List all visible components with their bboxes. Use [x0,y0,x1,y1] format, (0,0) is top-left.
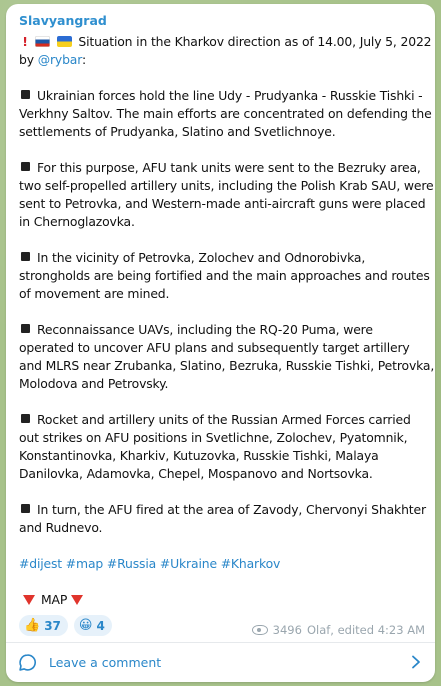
leave-comment-label: Leave a comment [49,655,162,670]
paragraph-6 [19,501,427,537]
post-text [19,33,435,609]
paragraph-line: in Chernoglazovka. [19,214,135,229]
paragraph-line: and Rudnevo. [19,520,103,535]
grinning-face-icon: 😀 [78,618,93,633]
chevron-right-icon [411,655,421,669]
paragraph-line: sent to Petrovka, and Western-made anti-aircraft guns were placed [19,196,426,211]
comment-bubble-icon [18,653,37,672]
ukraine-flag-icon [57,36,72,47]
paragraph-line: Danilovka, Adamovka, Chepel, Mospanovo and Nortsovka. [19,466,373,481]
thumbs-up-icon: 👍 [24,618,41,633]
reaction-count: 4 [96,618,105,633]
author-edited: Olaf, edited 4:23 AM [306,623,425,637]
paragraph-line: Verkhny Saltov. The main efforts are concentrated on defending the [19,106,432,121]
channel-name[interactable]: Slavyangrad [19,13,107,28]
paragraph-line: Ukrainian forces hold the line Udy - Prudyanka - Russkie Tishki - [37,88,423,103]
bullet-square-icon [21,90,30,99]
paragraph-4 [19,321,435,393]
paragraph-line: Rocket and artillery units of the Russian Armed Forces carried [37,412,411,427]
reaction-count: 37 [44,618,61,633]
view-count: 3496 [272,623,302,637]
post-meta [252,623,425,637]
channel-post-bubble [6,4,435,682]
paragraph-line: Reconnaissance UAVs, including the RQ-20 Puma, were [37,322,373,337]
map-line [19,591,427,609]
bullet-square-icon [21,162,30,171]
headline-text: Situation in the Kharkov direction as of 14.00, July 5, 2022 [78,34,432,49]
eye-icon [252,625,268,635]
reaction-grinning[interactable] [74,615,112,636]
reaction-thumbs-up[interactable] [19,615,68,636]
red-triangle-icon [71,595,83,605]
russia-flag-icon [35,36,50,47]
mention-link[interactable]: @rybar [37,52,82,67]
paragraph-line: strongholds are being fortified and the main approaches and routes [19,268,430,283]
paragraph-line: of movement are mined. [19,286,170,301]
paragraph-line: Molodova and Petrovsky. [19,376,169,391]
bullet-square-icon [21,414,30,423]
paragraph-line: out strikes on AFU positions in Svetlichne, Zolochev, Pyatomnik, [19,430,408,445]
leave-comment-button[interactable] [6,643,435,682]
paragraph-2 [19,159,434,231]
headline-by: by [19,52,34,67]
bullet-square-icon [21,324,30,333]
paragraph-3 [19,249,430,303]
red-triangle-icon [23,595,35,605]
paragraph-line: two self-propelled artillery units, including the Polish Krab SAU, were [19,178,434,193]
paragraph-line: In the vicinity of Petrovka, Zolochev and Odnorobivka, [37,250,366,265]
bullet-square-icon [21,504,30,513]
hashtags[interactable]: #dijest #map #Russia #Ukraine #Kharkov [19,556,281,571]
bullet-square-icon [21,252,30,261]
reactions-bar [19,615,112,636]
paragraph-line: In turn, the AFU fired at the area of Zavody, Chervonyi Shakhter [37,502,426,517]
paragraph-1 [19,87,432,141]
paragraph-line: Konstantinovka, Kharkiv, Kutuzovka, Russkie Tishki, Malaya [19,448,379,463]
paragraph-line: For this purpose, AFU tank units were sent to the Bezruky area, [37,160,421,175]
map-label: MAP [41,592,68,607]
paragraph-5 [19,411,427,483]
exclamation-icon: ! [22,34,28,49]
paragraph-line: and MLRS near Zrubanka, Slatino, Bezruka, Russkie Tishki, Petrovka, [19,358,435,373]
headline [19,33,432,69]
paragraph-line: operated to uncover AFU plans and subsequently target artillery [19,340,410,355]
paragraph-line: settlements of Prudyanka, Slatino and Svetlichnoye. [19,124,336,139]
headline-colon: : [81,52,86,67]
